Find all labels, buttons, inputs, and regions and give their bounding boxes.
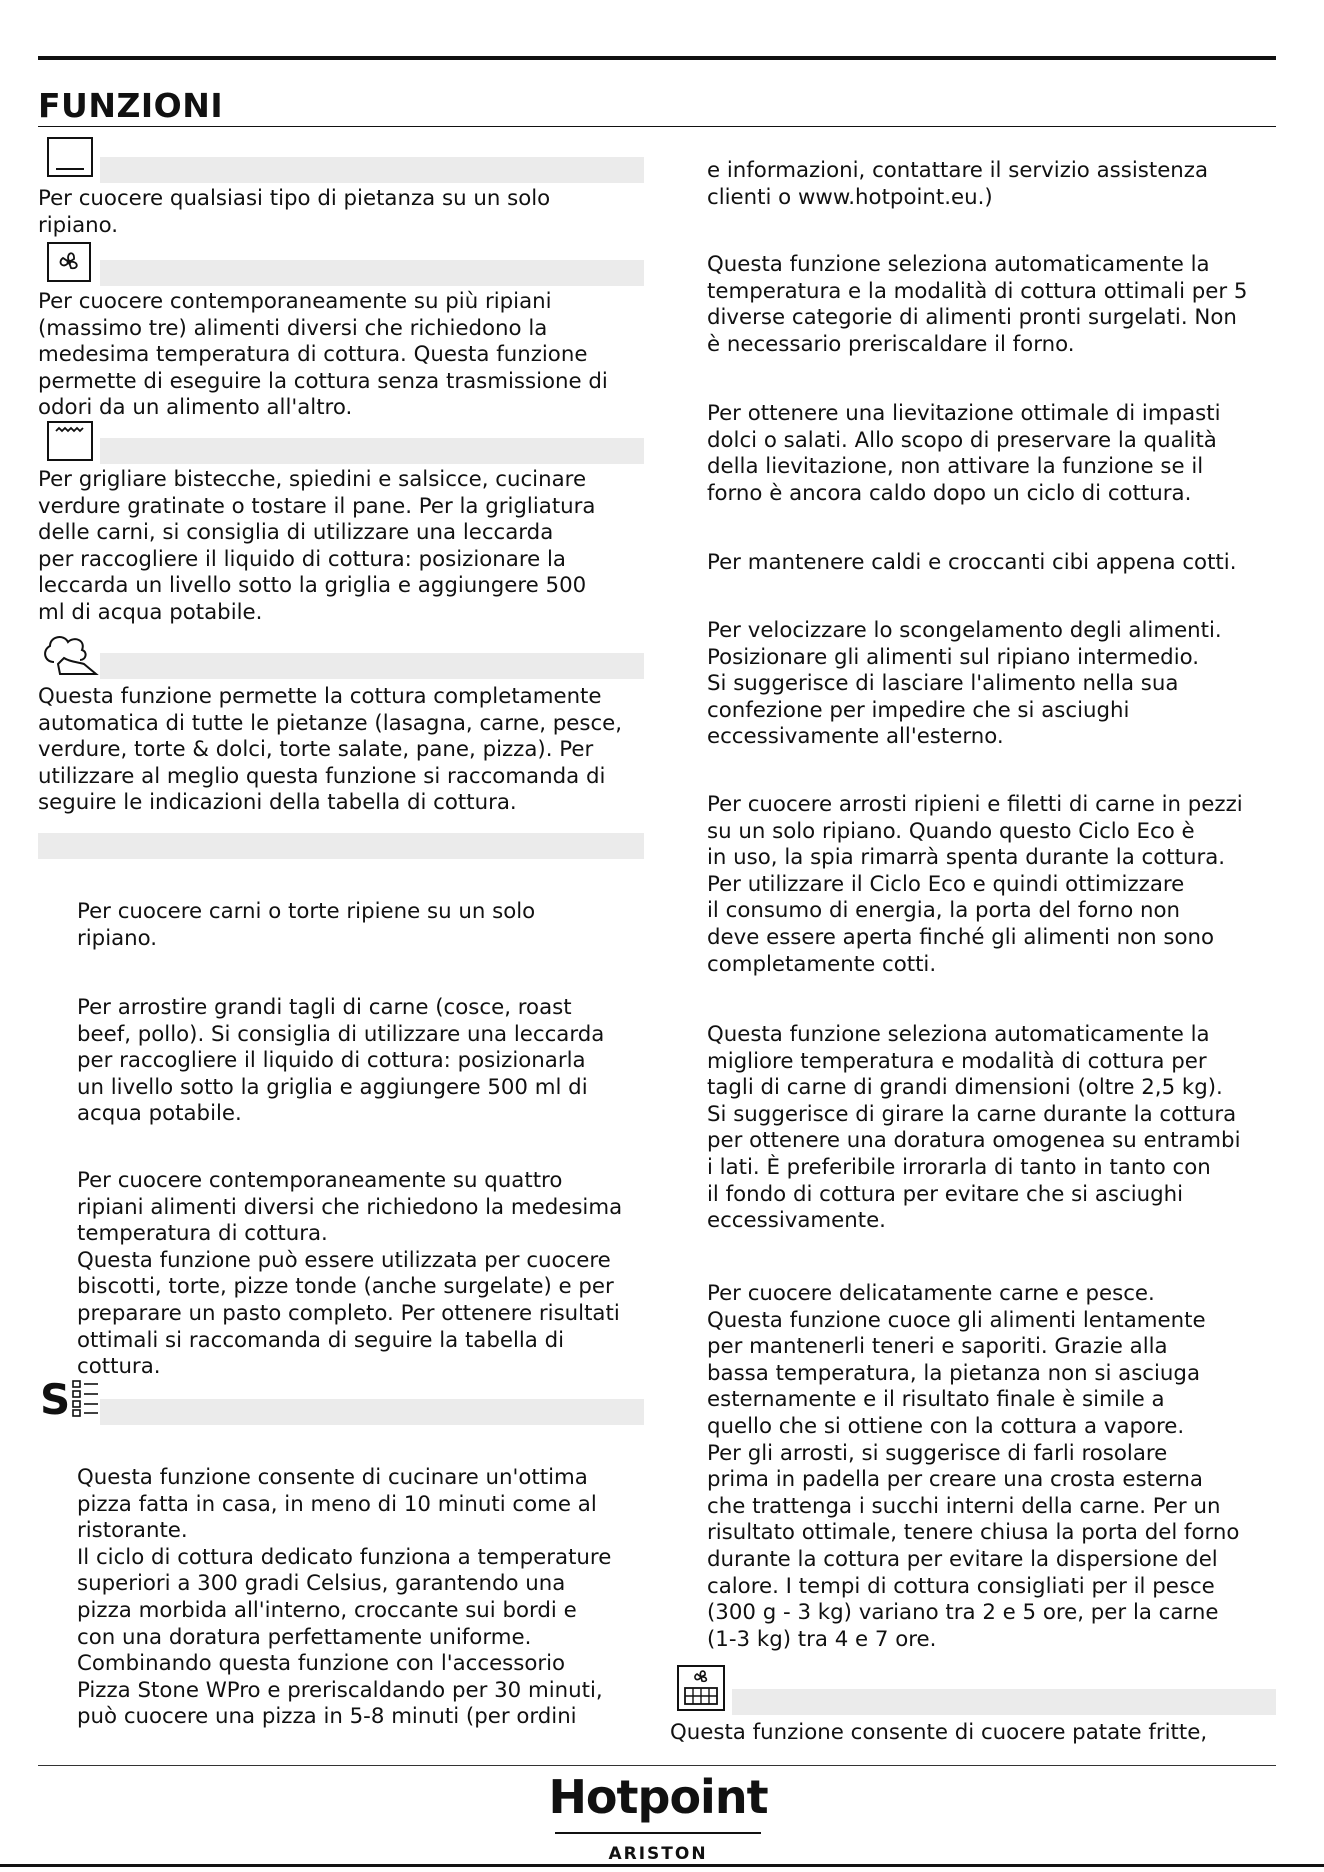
text-line: è necessario preriscaldare il forno. [707, 331, 1075, 357]
grill-icon [46, 420, 94, 462]
text-line: per ottenere una doratura omogenea su entrambi [707, 1128, 1241, 1154]
paragraph [707, 1281, 1239, 1653]
paragraph [670, 1720, 1207, 1747]
paragraph [707, 1022, 1240, 1235]
paragraph [38, 684, 622, 817]
s-menu-icon [40, 1375, 100, 1424]
text-line: per raccogliere il liquido di cottura: posizionarla [77, 1048, 586, 1074]
text-line: Per ottenere una lievitazione ottimale di impasti [707, 401, 1221, 426]
text-line: biscotti, torte, pizze tonde (anche surgelate) e per [77, 1274, 614, 1300]
text-line: deve essere aperta finché gli alimenti non sono [707, 924, 1215, 950]
text-line: pizza morbida all'interno, croccante sui bordi e [77, 1597, 577, 1623]
text-line: dolci o salati. Allo scopo di preservare la qualità [707, 427, 1217, 453]
text-line: forno è ancora caldo dopo un ciclo di cottura. [707, 480, 1192, 506]
text-line: in uso, la spia rimarrà spenta durante la cottura. [707, 845, 1226, 871]
text-line: temperatura e la modalità di cottura ottimali per 5 [707, 278, 1248, 304]
top-rule [38, 56, 1276, 60]
text-line: completamente cotti. [707, 951, 937, 977]
logo-underline [555, 1832, 761, 1834]
text-line: leccarda un livello sotto la griglia e aggiungere 500 [38, 573, 587, 599]
forced-air-fan-icon [46, 241, 92, 283]
text-line: delle carni, si consiglia di utilizzare una leccarda [38, 520, 554, 546]
bottom-rule [0, 1864, 1324, 1867]
paragraph [77, 899, 535, 952]
text-line: prima in padella per creare una crosta esterna [707, 1467, 1203, 1493]
brand-subtitle: ARISTON [608, 1844, 708, 1864]
footer-rule [38, 1765, 1276, 1766]
paragraph [707, 550, 1236, 577]
text-line: Per cuocere delicatamente carne e pesce. [707, 1281, 1155, 1306]
text-line: Combinando questa funzione con l'accessorio [77, 1651, 566, 1677]
text-line: che trattenga i succhi interni della carne. Per un [707, 1493, 1221, 1519]
text-line: superiori a 300 gradi Celsius, garantendo una [77, 1571, 566, 1597]
text-line: durante la cottura per evitare la dispersione del [707, 1546, 1218, 1572]
text-line: Il ciclo di cottura dedicato funziona a temperature [77, 1544, 612, 1570]
text-line: calore. I tempi di cottura consigliati per il pesce [707, 1573, 1215, 1599]
text-line: esternamente e il risultato finale è simile a [707, 1387, 1165, 1413]
text-line: Per cuocere carni o torte ripiene su un solo [77, 899, 536, 924]
function-name-bar [100, 653, 644, 679]
brand-logo [458, 1770, 858, 1864]
text-line: medesima temperatura di cottura. Questa funzione [38, 342, 588, 368]
conventional-oven-icon [46, 136, 94, 178]
paragraph [707, 618, 1222, 751]
text-line: clienti o www.hotpoint.eu.) [707, 184, 993, 210]
function-name-bar [100, 157, 644, 183]
text-line: diverse categorie di alimenti pronti surgelati. Non [707, 305, 1237, 331]
function-name-bar [100, 1399, 644, 1425]
text-line: Posizionare gli alimenti sul ripiano intermedio. [707, 644, 1200, 670]
paragraph [77, 1465, 611, 1731]
paragraph [707, 792, 1243, 978]
text-line: ristorante. [77, 1518, 188, 1544]
text-line: permette di eseguire la cottura senza trasmissione di [38, 368, 608, 394]
text-line: Per utilizzare il Ciclo Eco e quindi ottimizzare [707, 871, 1185, 897]
text-line: quello che si ottiene con la cottura a vapore. [707, 1413, 1185, 1439]
paragraph [38, 186, 550, 239]
text-line: con una doratura perfettamente uniforme. [77, 1624, 532, 1650]
text-line: per mantenerli teneri e saporiti. Grazie alla [707, 1334, 1168, 1360]
text-line: Per cuocere contemporaneamente su più ripiani [38, 289, 552, 314]
text-line: il fondo di cottura per evitare che si asciughi [707, 1181, 1184, 1207]
function-name-bar [732, 1689, 1276, 1715]
text-line: Questa funzione consente di cucinare un'ottima [77, 1465, 588, 1490]
text-line: Questa funzione seleziona automaticamente la [707, 252, 1210, 277]
text-line: Pizza Stone WPro e preriscaldando per 30 minuti, [77, 1677, 603, 1703]
paragraph [38, 289, 608, 422]
text-line: pizza fatta in casa, in meno di 10 minuti come al [77, 1491, 597, 1517]
text-line: Si suggerisce di girare la carne durante la cottura [707, 1101, 1237, 1127]
text-line: ripiano. [38, 212, 119, 238]
text-line: preparare un pasto completo. Per ottenere risultati [77, 1300, 620, 1326]
text-line: Questa funzione può essere utilizzata per cuocere [77, 1247, 611, 1273]
text-line: eccessivamente. [707, 1208, 886, 1234]
text-line: Si suggerisce di lasciare l'alimento nella sua [707, 671, 1179, 697]
text-line: su un solo ripiano. Quando questo Ciclo Eco è [707, 818, 1195, 844]
text-line: odori da un alimento all'altro. [38, 395, 353, 421]
text-line: risultato ottimale, tenere chiusa la porta del forno [707, 1520, 1240, 1546]
page-title: FUNZIONI [38, 86, 224, 125]
text-line: ml di acqua potabile. [38, 599, 263, 625]
text-line: ripiani alimenti diversi che richiedono la medesima [77, 1194, 623, 1220]
text-line: e informazioni, contattare il servizio assistenza [707, 158, 1209, 183]
text-line: Per arrostire grandi tagli di carne (cosce, roast [77, 995, 572, 1020]
title-rule [38, 126, 1276, 127]
text-line: Per cuocere contemporaneamente su quattro [77, 1168, 563, 1193]
air-fry-basket-icon [676, 1664, 726, 1712]
text-line: per raccogliere il liquido di cottura: posizionare la [38, 546, 566, 572]
text-line: (massimo tre) alimenti diversi che richiedono la [38, 315, 548, 341]
section-bar [38, 833, 644, 859]
text-line: Per mantenere caldi e croccanti cibi appena cotti. [707, 550, 1237, 575]
text-line: Questa funzione permette la cottura completamente [38, 684, 602, 709]
paragraph [707, 401, 1221, 507]
text-line: Questa funzione cuoce gli alimenti lentamente [707, 1307, 1206, 1333]
paragraph [38, 467, 595, 627]
text-line: Questa funzione seleziona automaticamente la [707, 1022, 1210, 1047]
text-line: confezione per impedire che si asciughi [707, 697, 1130, 723]
text-line: automatica di tutte le pietanze (lasagna, carne, pesce, [38, 710, 623, 736]
text-line: seguire le indicazioni della tabella di cottura. [38, 790, 517, 816]
text-line: il consumo di energia, la porta del forno non [707, 898, 1181, 924]
text-line: Questa funzione consente di cuocere patate fritte, [670, 1720, 1208, 1745]
text-line: ripiano. [77, 925, 158, 951]
text-line: Per cuocere qualsiasi tipo di pietanza su un solo [38, 186, 551, 211]
paragraph [707, 252, 1247, 358]
text-line: Per velocizzare lo scongelamento degli alimenti. [707, 618, 1222, 643]
text-line: della lievitazione, non attivare la funzione se il [707, 454, 1204, 480]
paragraph [77, 1168, 622, 1381]
text-line: un livello sotto la griglia e aggiungere 500 ml di [77, 1074, 588, 1100]
text-line: migliore temperatura e modalità di cottura per [707, 1048, 1207, 1074]
function-name-bar [100, 438, 644, 464]
paragraph [707, 158, 1208, 211]
text-line: i lati. È preferibile irrorarla di tanto in tanto con [707, 1154, 1211, 1180]
text-line: può cuocere una pizza in 5-8 minuti (per ordini [77, 1704, 577, 1730]
text-line: tagli di carne di grandi dimensioni (oltre 2,5 kg). [707, 1075, 1223, 1101]
text-line: verdure gratinate o tostare il pane. Per la grigliatura [38, 493, 596, 519]
text-line: Per gli arrosti, si suggerisce di farli rosolare [707, 1440, 1168, 1466]
s-letter: S [40, 1375, 71, 1424]
paragraph [77, 995, 604, 1128]
chef-hat-auto-icon [40, 634, 100, 680]
brand-name: Hotpoint [548, 1770, 768, 1824]
function-name-bar [100, 260, 644, 286]
text-line: verdure, torte & dolci, torte salate, pane, pizza). Per [38, 737, 594, 763]
text-line: (300 g - 3 kg) variano tra 2 e 5 ore, per la carne [707, 1600, 1219, 1626]
text-line: bassa temperatura, la pietanza non si asciuga [707, 1360, 1200, 1386]
text-line: cottura. [77, 1354, 161, 1380]
text-line: Per grigliare bistecche, spiedini e salsicce, cucinare [38, 467, 587, 492]
text-line: ottimali si raccomanda di seguire la tabella di [77, 1327, 565, 1353]
text-line: temperatura di cottura. [77, 1221, 328, 1247]
text-line: beef, pollo). Si consiglia di utilizzare una leccarda [77, 1021, 605, 1047]
text-line: eccessivamente all'esterno. [707, 724, 1004, 750]
text-line: utilizzare al meglio questa funzione si raccomanda di [38, 763, 606, 789]
text-line: acqua potabile. [77, 1101, 242, 1127]
text-line: Per cuocere arrosti ripieni e filetti di carne in pezzi [707, 792, 1243, 817]
text-line: (1-3 kg) tra 4 e 7 ore. [707, 1626, 937, 1652]
